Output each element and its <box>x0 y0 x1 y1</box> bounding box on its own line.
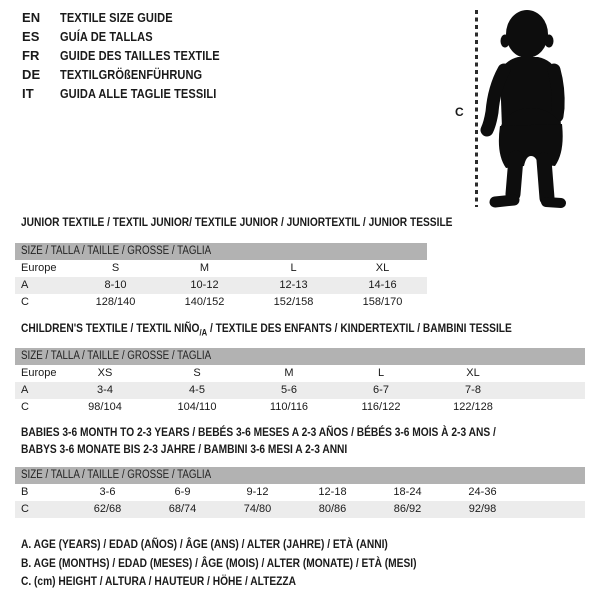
junior-size-table <box>15 243 427 311</box>
babies-title-line2: BABYS 3-6 MONATE BIS 2-3 JAHRE / BAMBINI 3-6 MESI A 2-3 ANNI <box>21 442 348 456</box>
height-cell: 86/92 <box>393 503 422 515</box>
language-list <box>22 8 248 103</box>
table-row <box>15 365 585 382</box>
title-sub: /A <box>199 327 208 338</box>
height-cell: 152/158 <box>273 296 314 308</box>
table-row <box>15 277 427 294</box>
row-label: A <box>21 384 29 396</box>
babies-title-line1: BABIES 3-6 MONTH TO 2-3 YEARS / BEBÉS 3-6 MESES A 2-3 AÑOS / BÉBÉS 3-6 MOIS À 2-3 ANS / <box>21 425 496 439</box>
footnote-c-text: C. (cm) HEIGHT / ALTURA / HAUTEUR / HÖHE / ALTEZZA <box>21 574 297 588</box>
children-section-title-text <box>21 320 512 341</box>
size-header-text: SIZE / TALLA / TAILLE / GRÖSSE / TAGLIA <box>21 350 212 362</box>
age-cell: 4-5 <box>189 384 205 396</box>
height-cell: 140/152 <box>184 296 225 308</box>
row-label: Europe <box>21 262 57 274</box>
age-cell: 9-12 <box>246 486 269 498</box>
language-row-fr <box>22 46 248 65</box>
children-section-title <box>21 320 598 341</box>
age-cell: 18-24 <box>393 486 422 498</box>
height-cell: 68/74 <box>168 503 197 515</box>
age-cell: 7-8 <box>465 384 481 396</box>
row-label: B <box>21 486 29 498</box>
size-header-band <box>15 467 585 484</box>
row-label: A <box>21 279 29 291</box>
language-row-es <box>22 27 248 46</box>
age-cell: 3-6 <box>99 486 116 498</box>
footnote-b-text: B. AGE (MONTHS) / EDAD (MESES) / ÂGE (MOIS) / ALTER (MONATE) / ETÀ (MESI) <box>21 555 417 570</box>
language-row-de <box>22 65 248 84</box>
height-cell: 98/104 <box>88 401 122 413</box>
babies-size-table <box>15 467 585 518</box>
row-label: C <box>21 296 29 308</box>
height-cell: 128/140 <box>95 296 136 308</box>
age-cell: 10-12 <box>190 279 219 291</box>
size-header-text: SIZE / TALLA / TAILLE / GRÖSSE / TAGLIA <box>21 245 212 257</box>
language-label: GUIDA ALLE TAGLIE TESSILI <box>60 86 217 101</box>
junior-section-title-text: JUNIOR TEXTILE / TEXTIL JUNIOR/ TEXTILE JUNIOR / JUNIORTEXTIL / JUNIOR TESSILE <box>21 215 453 229</box>
table-row <box>15 399 585 416</box>
junior-section-title <box>21 214 529 231</box>
language-label: TEXTILE SIZE GUIDE <box>60 10 173 25</box>
children-size-table <box>15 348 585 416</box>
height-cell: 92/98 <box>468 503 497 515</box>
size-cell: L <box>377 367 385 379</box>
language-label: TEXTILGRÖßENFÜHRUNG <box>60 67 203 82</box>
age-cell: 5-6 <box>281 384 297 396</box>
table-row <box>15 382 585 399</box>
footnote-b <box>21 554 486 573</box>
language-code: EN <box>22 10 41 25</box>
table-row <box>15 484 585 501</box>
toddler-silhouette-icon <box>480 8 588 208</box>
size-cell: L <box>290 262 297 274</box>
height-measure-label: C <box>455 105 464 119</box>
size-cell: S <box>193 367 201 379</box>
size-cell: M <box>284 367 294 379</box>
row-label: C <box>21 503 29 515</box>
row-label: C <box>21 401 29 413</box>
height-cell: 62/68 <box>93 503 122 515</box>
height-cell: 110/116 <box>269 401 309 413</box>
footnote-a-text: A. AGE (YEARS) / EDAD (AÑOS) / ÂGE (ANS) / ALTER (JAHRE) / ETÀ (ANNI) <box>21 537 388 551</box>
size-cell: M <box>199 262 210 274</box>
size-cell: XS <box>97 367 113 379</box>
age-cell: 14-16 <box>368 279 397 291</box>
height-cell: 122/128 <box>453 401 493 413</box>
language-row-en <box>22 8 248 27</box>
age-cell: 6-7 <box>373 384 389 396</box>
size-header-band <box>15 348 585 365</box>
height-cell: 74/80 <box>243 503 272 515</box>
table-row <box>15 260 427 277</box>
height-cell: 116/122 <box>361 401 401 413</box>
legend-footnotes <box>21 535 486 591</box>
table-row <box>15 294 427 311</box>
language-code: IT <box>22 86 34 101</box>
age-cell: 24-36 <box>468 486 497 498</box>
size-header-text: SIZE / TALLA / TAILLE / GRÖSSE / TAGLIA <box>21 469 212 481</box>
language-row-it <box>22 84 248 103</box>
language-label: GUIDE DES TAILLES TEXTILE <box>60 48 220 63</box>
footnote-c <box>21 572 486 591</box>
height-cell: 104/110 <box>177 401 217 413</box>
age-cell: 12-13 <box>279 279 308 291</box>
size-cell: S <box>111 262 120 274</box>
table-row <box>15 501 585 518</box>
language-code: FR <box>22 48 40 63</box>
age-cell: 6-9 <box>174 486 191 498</box>
height-cell: 80/86 <box>318 503 347 515</box>
babies-section-title <box>21 424 580 458</box>
height-cell: 158/170 <box>362 296 403 308</box>
language-code: ES <box>22 29 40 44</box>
title-pre: CHILDREN'S TEXTILE / TEXTIL NIÑO <box>21 321 200 335</box>
language-code: DE <box>22 67 41 82</box>
size-cell: XL <box>466 367 480 379</box>
size-header-band <box>15 243 427 260</box>
age-cell: 8-10 <box>104 279 127 291</box>
language-label: GUÍA DE TALLAS <box>60 29 153 44</box>
footnote-a <box>21 535 486 554</box>
size-cell: XL <box>375 262 390 274</box>
title-post: / TEXTILE DES ENFANTS / KINDERTEXTIL / BAMBINI TESSILE <box>207 321 512 335</box>
age-cell: 3-4 <box>97 384 113 396</box>
row-label: Europe <box>21 367 57 379</box>
age-cell: 12-18 <box>318 486 347 498</box>
height-measure-dotted-line <box>475 10 478 207</box>
